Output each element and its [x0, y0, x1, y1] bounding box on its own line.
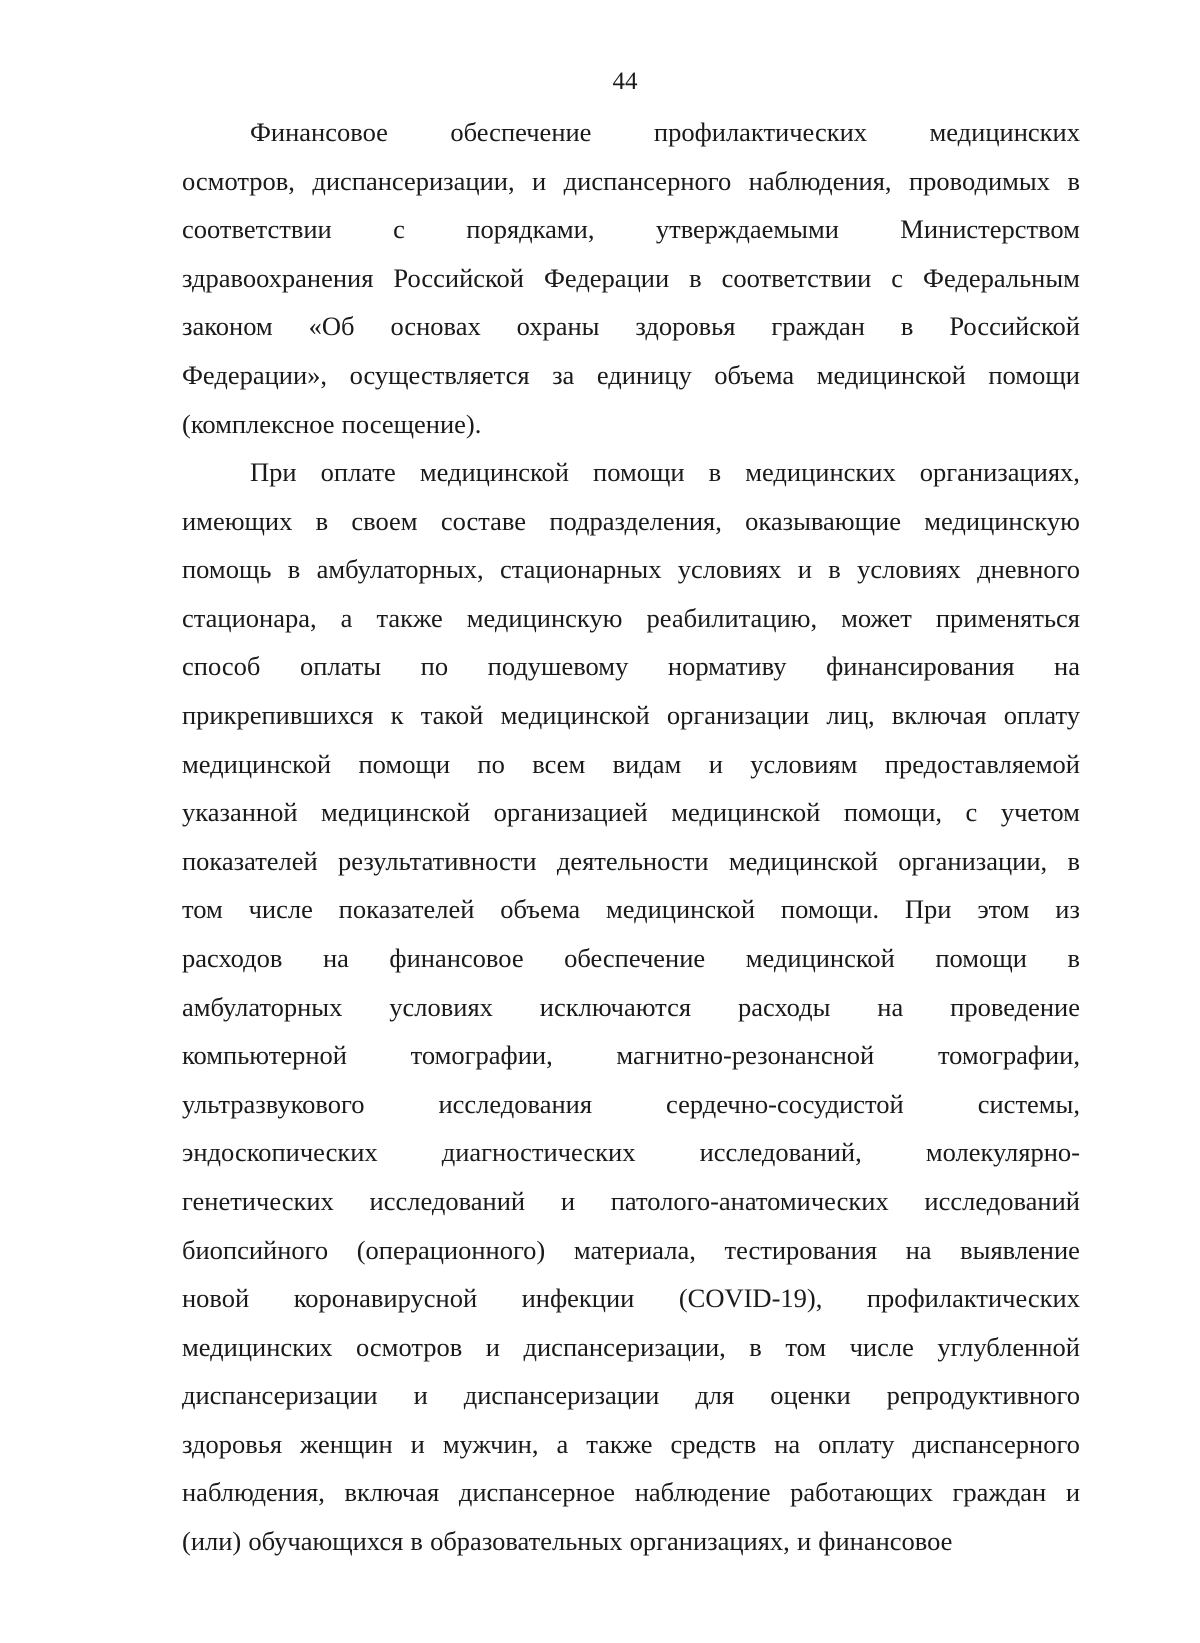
text-line: указанной медицинской организацией медицинской помощи, с учетом	[182, 797, 1080, 828]
text-line: соответствии с порядками, утверждаемыми Министерством	[182, 214, 1080, 245]
text-line: диспансеризации и диспансеризации для оценки репродуктивного	[182, 1380, 1080, 1411]
text-line: компьютерной томографии, магнитно-резонансной томографии,	[182, 1040, 1080, 1071]
text-line: (или) обучающихся в образовательных организациях, и финансовое	[182, 1526, 953, 1557]
text-line: здравоохранения Российской Федерации в соответствии с Федеральным	[182, 262, 1080, 293]
text-line: медицинской помощи по всем видам и условиям предоставляемой	[182, 748, 1080, 779]
text-line: показателей результативности деятельности медицинской организации, в	[182, 845, 1080, 876]
text-line: генетических исследований и патолого-анатомических исследований	[182, 1185, 1080, 1216]
page-number: 44	[612, 68, 638, 95]
text-line: осмотров, диспансеризации, и диспансерного наблюдения, проводимых в	[182, 165, 1080, 196]
text-line: законом «Об основах охраны здоровья граждан в Российской	[182, 311, 1080, 342]
text-line: эндоскопических диагностических исследований, молекулярно-	[182, 1137, 1080, 1168]
text-line: расходов на финансовое обеспечение медицинской помощи в	[182, 942, 1080, 973]
paragraph-payment-methods	[182, 448, 1080, 1566]
text-line: наблюдения, включая диспансерное наблюдение работающих граждан и	[182, 1477, 1080, 1508]
text-line: стационара, а также медицинскую реабилитацию, может применяться	[182, 602, 1080, 633]
text-line: амбулаторных условиях исключаются расходы на проведение	[182, 991, 1080, 1022]
text-line: помощь в амбулаторных, стационарных условиях и в условиях дневного	[182, 554, 1080, 585]
text-line: (комплексное посещение).	[182, 408, 482, 439]
text-line: том числе показателей объема медицинской помощи. При этом из	[182, 894, 1080, 925]
text-line: ультразвукового исследования сердечно-сосудистой системы,	[182, 1088, 1080, 1119]
text-line: здоровья женщин и мужчин, а также средств на оплату диспансерного	[182, 1428, 1080, 1459]
text-line: биопсийного (операционного) материала, тестирования на выявление	[182, 1234, 1080, 1265]
text-line: новой коронавирусной инфекции (COVID-19), профилактических	[182, 1283, 1080, 1314]
text-line: имеющих в своем составе подразделения, оказывающие медицинскую	[182, 505, 1080, 536]
text-line: Федерации», осуществляется за единицу объема медицинской помощи	[182, 359, 1080, 390]
text-line: медицинских осмотров и диспансеризации, в том числе углубленной	[182, 1331, 1080, 1362]
paragraph-financing-checkups	[182, 108, 1080, 448]
text-line: При оплате медицинской помощи в медицинских организациях,	[250, 457, 1080, 487]
text-line: способ оплаты по подушевому нормативу финансирования на	[182, 651, 1080, 682]
text-line: Финансовое обеспечение профилактических медицинских	[250, 117, 1080, 147]
text-line: прикрепившихся к такой медицинской организации лиц, включая оплату	[182, 699, 1080, 730]
